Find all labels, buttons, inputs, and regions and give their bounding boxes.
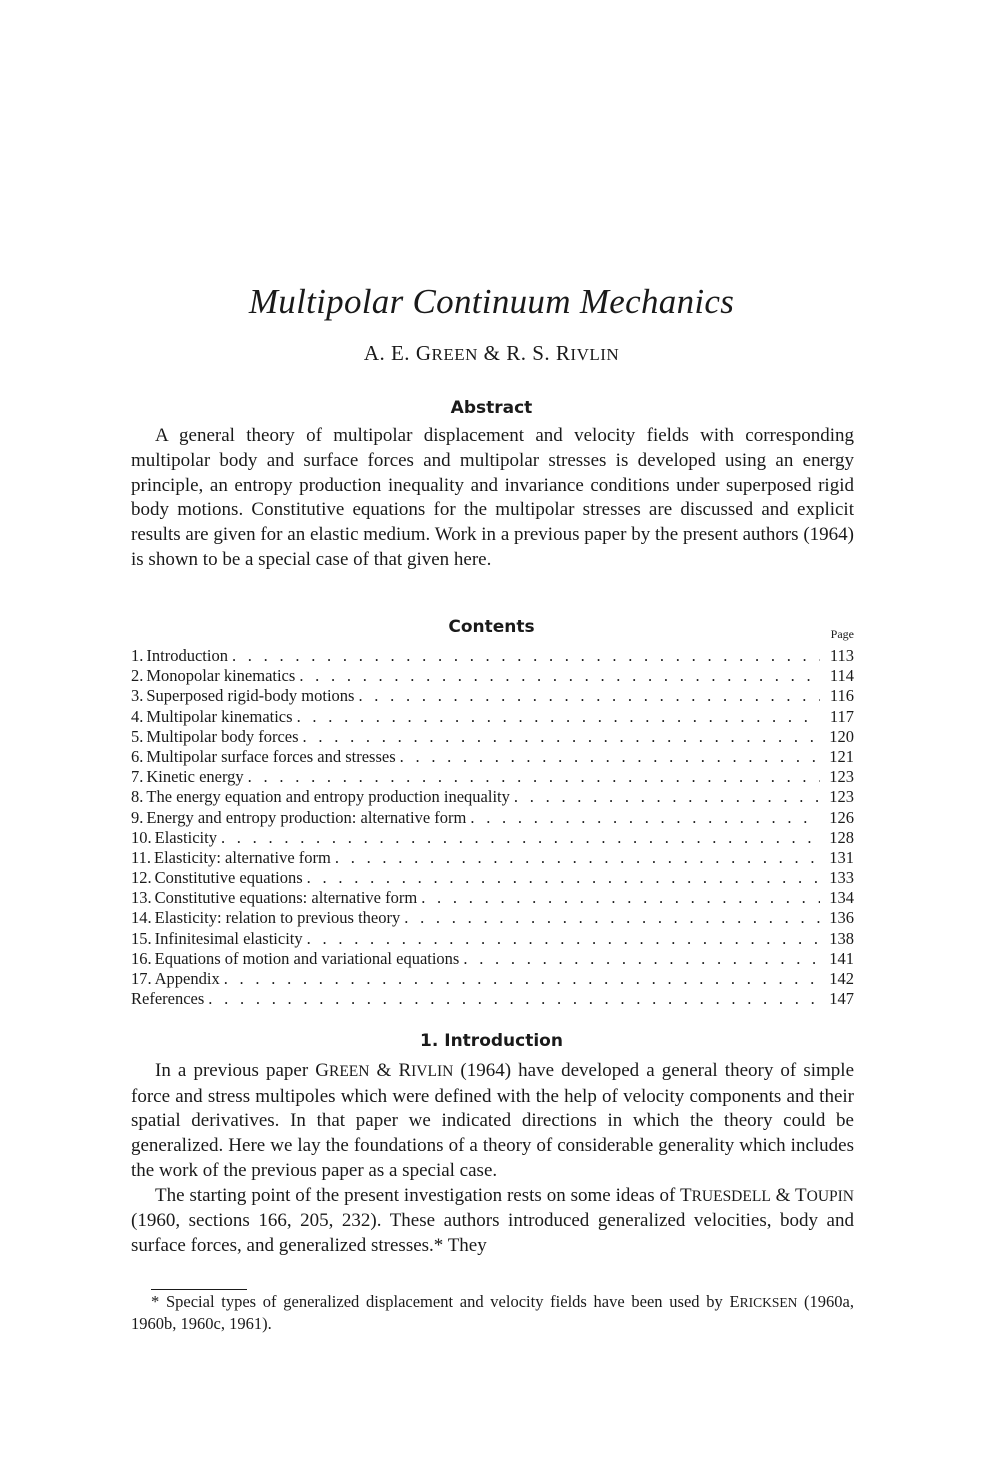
toc-entry-number: 16.	[131, 948, 152, 968]
toc-entry-number: 5.	[131, 726, 144, 746]
toc-entry-number: 10.	[131, 827, 152, 847]
toc-entry-number: 6.	[131, 746, 144, 766]
toc-leader-dots	[463, 949, 820, 969]
toc-entry	[131, 908, 854, 928]
toc-entry-number: 17.	[131, 969, 152, 988]
toc-entry-title: Energy and entropy production: alternative form	[146, 807, 467, 827]
toc-entry	[131, 808, 854, 828]
cited-author-ericksen: ERICKSEN	[729, 1292, 798, 1311]
toc-entry	[131, 989, 854, 1009]
toc-entry-page: 123	[829, 767, 854, 787]
toc-entry	[131, 727, 854, 747]
toc-entry	[131, 686, 854, 706]
toc-entry-page: 134	[829, 888, 854, 908]
toc-leader-dots	[335, 848, 820, 868]
toc-entry-title: Introduction	[146, 646, 228, 665]
toc-entry-number: 4.	[131, 706, 144, 726]
table-of-contents	[131, 646, 854, 1009]
contents-heading: Contents	[448, 617, 535, 637]
toc-leader-dots	[358, 686, 820, 706]
toc-leader-dots	[232, 646, 820, 666]
toc-entry-number: 8.	[131, 787, 144, 807]
cited-author-truesdell: TRUESDELL	[679, 1184, 771, 1206]
toc-entry-number: 2.	[131, 666, 144, 686]
toc-leader-dots	[404, 908, 820, 928]
toc-leader-dots	[248, 767, 820, 787]
toc-entry-title: Elasticity: relation to previous theory	[154, 908, 401, 928]
toc-entry-page: 147	[829, 989, 854, 1009]
toc-leader-dots	[400, 747, 820, 767]
toc-entry-number: 14.	[131, 908, 152, 928]
intro-paragraph-1: In a previous paper GREEN & RIVLIN (1964) have developed a general theory of simple force and stress multipoles which were defined with the help of velocity components and their spatial derivatives. In that paper we indicated directions in which the theory could be generalized. Here we lay the foundations of a theory of considerable generality which includes the work of the previous paper as a special case.	[131, 1060, 855, 1181]
toc-entry-title: Constitutive equations: alternative form	[154, 888, 418, 908]
toc-entry-page: 133	[829, 868, 854, 888]
abstract-heading: Abstract	[450, 398, 533, 418]
toc-entry-title: Monopolar kinematics	[146, 666, 296, 686]
toc-entry	[131, 767, 854, 787]
author-2-initials: R. S.	[506, 341, 551, 365]
toc-entry-number: 9.	[131, 807, 144, 827]
footnote	[131, 1291, 854, 1334]
toc-entry	[131, 646, 854, 666]
toc-entry-title: The energy equation and entropy production inequality	[146, 787, 510, 807]
toc-entry-title: Equations of motion and variational equations	[154, 948, 460, 968]
toc-entry	[131, 707, 854, 727]
toc-leader-dots	[470, 808, 820, 828]
cited-author-green: GREEN	[315, 1060, 370, 1081]
author-2-surname: RIVLIN	[555, 341, 620, 365]
footnote-text: * Special types of generalized displacement and velocity fields have been used by ERICKSEN (1960a, 1960b, 1960c, 1961).	[131, 1292, 854, 1333]
toc-entry-page: 141	[829, 948, 854, 968]
toc-entry-page: 123	[829, 787, 854, 807]
introduction-body	[131, 1059, 854, 1259]
toc-entry-page: 138	[829, 928, 854, 948]
author-1-surname: GREEN	[415, 341, 478, 365]
toc-entry	[131, 929, 854, 949]
toc-entry-number: 1.	[131, 646, 144, 665]
toc-entry	[131, 747, 854, 767]
toc-entry	[131, 787, 854, 807]
abstract-body	[131, 424, 854, 573]
toc-entry-title: Elasticity	[154, 827, 217, 847]
toc-entry-number: 7.	[131, 767, 144, 787]
toc-entry-title: Multipolar kinematics	[146, 706, 293, 726]
toc-entry-title: Multipolar body forces	[146, 726, 299, 746]
toc-leader-dots	[307, 868, 820, 888]
author-ampersand: &	[483, 341, 501, 365]
footnote-divider	[151, 1289, 247, 1290]
toc-entry	[131, 969, 854, 989]
toc-leader-dots	[421, 888, 820, 908]
toc-entry-title: Superposed rigid-body motions	[146, 686, 355, 706]
section-heading-introduction: 1. Introduction	[420, 1031, 563, 1051]
toc-entry-number: 15.	[131, 928, 152, 948]
toc-entry-title: Elasticity: alternative form	[154, 847, 331, 867]
toc-entry-page: 136	[829, 908, 854, 928]
toc-leader-dots	[221, 828, 820, 848]
toc-entry-page: 116	[829, 686, 854, 706]
cited-author-rivlin: RIVLIN	[398, 1060, 454, 1081]
toc-entry-page: 120	[829, 726, 854, 746]
toc-entry-number: 12.	[131, 868, 152, 888]
toc-entry-title: Multipolar surface forces and stresses	[146, 746, 396, 766]
toc-leader-dots	[303, 727, 820, 747]
abstract-paragraph: A general theory of multipolar displacement and velocity fields with corresponding multipolar body and surface forces and multipolar stresses is developed using an energy principle, an entropy production inequality and invariance conditions under superposed rigid body motions. Constitutive equations for the multipolar stresses are discussed and explicit results are given for an elastic medium. Work in a previous paper by the present authors (1964) is shown to be a special case of that given here.	[131, 425, 854, 570]
toc-leader-dots	[297, 707, 820, 727]
toc-entry-page: 126	[829, 807, 854, 827]
toc-leader-dots	[514, 787, 820, 807]
toc-entry-page: 131	[829, 847, 854, 867]
toc-leader-dots	[224, 969, 820, 989]
toc-entry-title: Constitutive equations	[154, 868, 303, 888]
toc-leader-dots	[307, 929, 820, 949]
contents-page-label: Page	[830, 627, 854, 641]
paper-authors	[0, 341, 983, 366]
toc-entry	[131, 888, 854, 908]
cited-author-toupin: TOUPIN	[795, 1184, 855, 1206]
toc-entry-page: 128	[829, 827, 854, 847]
toc-leader-dots	[208, 989, 820, 1009]
toc-leader-dots	[299, 666, 820, 686]
toc-entry-number: 3.	[131, 686, 144, 706]
toc-entry	[131, 848, 854, 868]
toc-entry-number: 13.	[131, 888, 152, 908]
toc-entry-page: 113	[829, 646, 854, 665]
toc-entry	[131, 949, 854, 969]
toc-entry-page: 114	[829, 666, 854, 686]
toc-entry	[131, 828, 854, 848]
toc-entry-title: Kinetic energy	[146, 767, 244, 787]
author-1-initials: A. E.	[363, 341, 411, 365]
toc-entry-page: 142	[829, 969, 854, 988]
intro-paragraph-2: The starting point of the present investigation rests on some ideas of TRUESDELL & TOUPIN (1960, sections 166, 205, 232). These authors introduced generalized velocities, body and surface forces, and generalized stresses.* They	[131, 1184, 855, 1256]
toc-entry-page: 121	[829, 746, 854, 766]
toc-entry	[131, 666, 854, 686]
toc-entry-page: 117	[829, 706, 854, 726]
toc-entry-title: Infinitesimal elasticity	[154, 928, 303, 948]
toc-entry	[131, 868, 854, 888]
paper-title: Multipolar Continuum Mechanics	[248, 282, 735, 321]
toc-entry-number: 11.	[131, 847, 152, 867]
toc-entry-title: Appendix	[154, 969, 220, 988]
toc-entry-title: References	[131, 989, 205, 1009]
